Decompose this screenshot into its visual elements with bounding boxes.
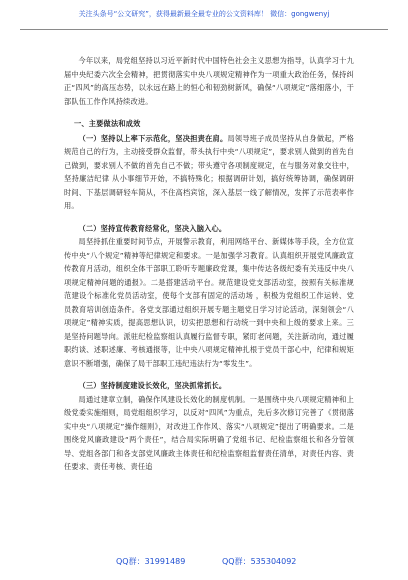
document-body [64,54,354,474]
paragraph-3-lead: （三）坚持制度建设长效化，坚决抓常抓长。 [78,381,227,390]
footer-qq-group-1: QQ群：31991489 [116,557,186,566]
footer-qq-group-2: QQ群：535304092 [222,557,297,566]
paragraph-2-lead: （二）坚持宣传教育经常化，坚决入脑入心。 [78,223,227,233]
paragraph-1 [64,132,354,213]
paragraph-3 [64,379,354,393]
paragraph-3-body: 局通过建章立制，确保作风建设长效化的制度机制。一是围绕中央八项规定精神和上级党委实施细则，局党组组织学习，以反对“四风”为重点，先后多次修订完善了《贯彻落实中央“八项规定”操作细则》，对改进工作作风、落实“八项规定”提出了明确要求。二是围绕党风廉政建设“两个责任”，结合局实际明确了党组书记、纪检监察组长和各分管领导、党组各部门和各支部党风廉政主体责任和纪检监察组监督责任清单，对责任内容、责任要求、责任考核、责任追 [64,394,354,471]
footer [0,554,408,570]
paragraph-1-text: 局领导班子成员坚持从自身做起，严格规范自己的行为，主动接受群众监督，带头执行中央“八项规定”，要求别人做到的首先自己做到，要求别人不做的首先自己不做；带头遵守各项制度规定，在与服务对象交往中，坚持廉洁纪律 从小事细节开始，不搞特殊化；根据调研计划，搞好统筹协调，确保调研时间、下基层调研轻车简从，不住高档宾馆，深入基层一线了解情况，发挥了示范表率作用。 [64,133,354,210]
paragraph-2 [64,222,354,236]
section-heading-1: 一、主要做法和成效 [74,119,141,128]
header-divider [20,29,388,30]
header-banner: 关注头条号“公文研究”，获得最新最全最专业的公文资料库！ 微信：gongwenyj [78,10,330,18]
intro-paragraph: 今年以来，局党组坚持以习近平新时代中国特色社会主义思想为指导，认真学习十九届中央纪委六次全会精神，把贯彻落实中央八项规定精神作为一项重大政治任务，保持纠正“四风”的高压态势，以永远在路上的恒心和韧劲树新风，确保“八项规定”落细落小，干部队伍工作作风持续改进。 [64,56,354,106]
paragraph-1-lead: （一）坚持以上率下示范化，坚决担责在肩。 [78,133,228,143]
paragraph-2-body: 局坚持抓住重要时间节点，开展警示教育，利用网络平台、新媒体等手段，全方位宣传中央“八个规定”精神等纪律规定和要求。一是加强学习教育。认真组织开展党风廉政宣传教育月活动，组织全体干部职工聆听专题廉政党课，集中传达各级纪委有关违反中央八项规定精神问题的通报》。二是搭建活动平台。规范建设党支部活动室，按照有关标准规范建设个标准化党员活动室，使每个支部有固定的活动场 ，积极为党组织工作运转、党员教育培训创造条件。各党支部通过组织开展专题主题党日学习讨论活动，深刻领会“八项规定”精神实质，提高思想认识，切实把思想和行动统一到中央和上级的要求上来。三是坚持问题导向。派驻纪检监察组认真履行监督专职，紧盯老问题，关注新动向，通过履职约谈、述职述廉、考核通报等，让中央八项规定精神扎根于党员干部心中，纪律和规矩意识不断增强，确保了局干部职工违纪违法行为“零发生”。 [64,237,354,368]
